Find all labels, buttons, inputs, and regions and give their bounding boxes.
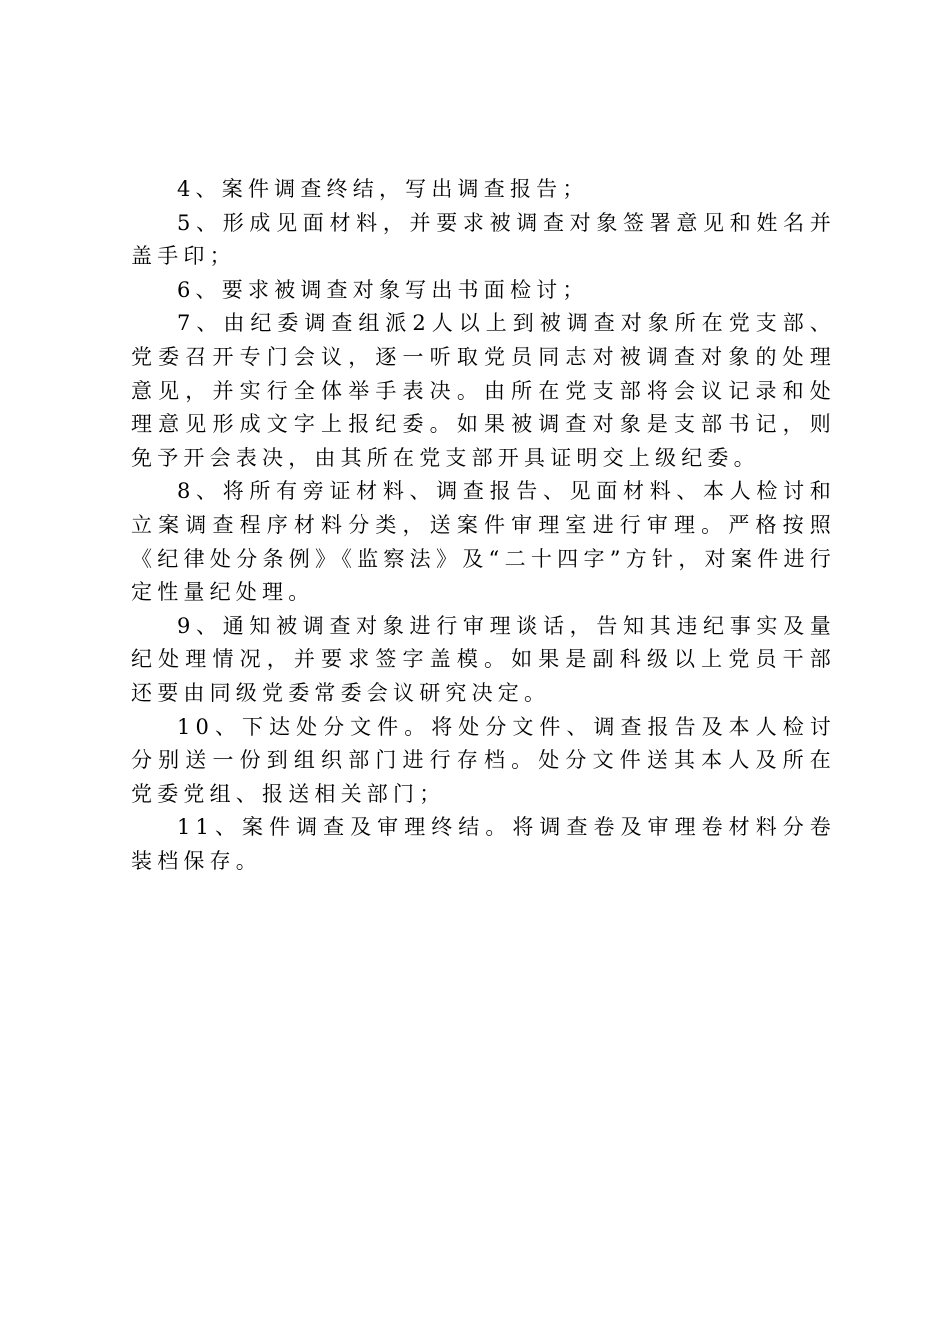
paragraph-step-6: 6、要求被调查对象写出书面检讨；	[177, 277, 589, 302]
paragraph-step-4: 4、案件调查终结，写出调查报告；	[177, 177, 589, 201]
paragraph-step-7: 7、由纪委调查组派2人以上到被调查对象所在党支部、党委召开专门会议，逐一听取党员同志对被调查对象的处理意见，并实行全体举手表决。由所在党支部将会议记录和处理意见形成文字上报纪委。如果被调查对象是支部书记，则免予开会表决，由其所在党支部开具证明交上级纪委。	[131, 311, 836, 470]
paragraph-step-9: 9、通知被调查对象进行审理谈话，告知其违纪事实及量纪处理情况，并要求签字盖模。如果是副科级以上党员干部还要由同级党委常委会议研究决定。	[131, 613, 836, 705]
paragraph-step-8: 8、将所有旁证材料、调查报告、见面材料、本人检讨和立案调查程序材料分类，送案件审理室进行审理。严格按照《纪律处分条例》《监察法》及“二十四字”方针，对案件进行定性量纪处理。	[131, 479, 836, 605]
paragraph-step-11: 11、案件调查及审理终结。将调查卷及审理卷材料分卷装档保存。	[131, 815, 836, 873]
paragraph-step-5: 5、形成见面材料，并要求被调查对象签署意见和姓名并盖手印；	[131, 210, 836, 269]
paragraph-step-10: 10、下达处分文件。将处分文件、调查报告及本人检讨分别送一份到组织部门进行存档。处分文件送其本人及所在党委党组、报送相关部门；	[131, 714, 836, 806]
document-body	[131, 173, 836, 878]
